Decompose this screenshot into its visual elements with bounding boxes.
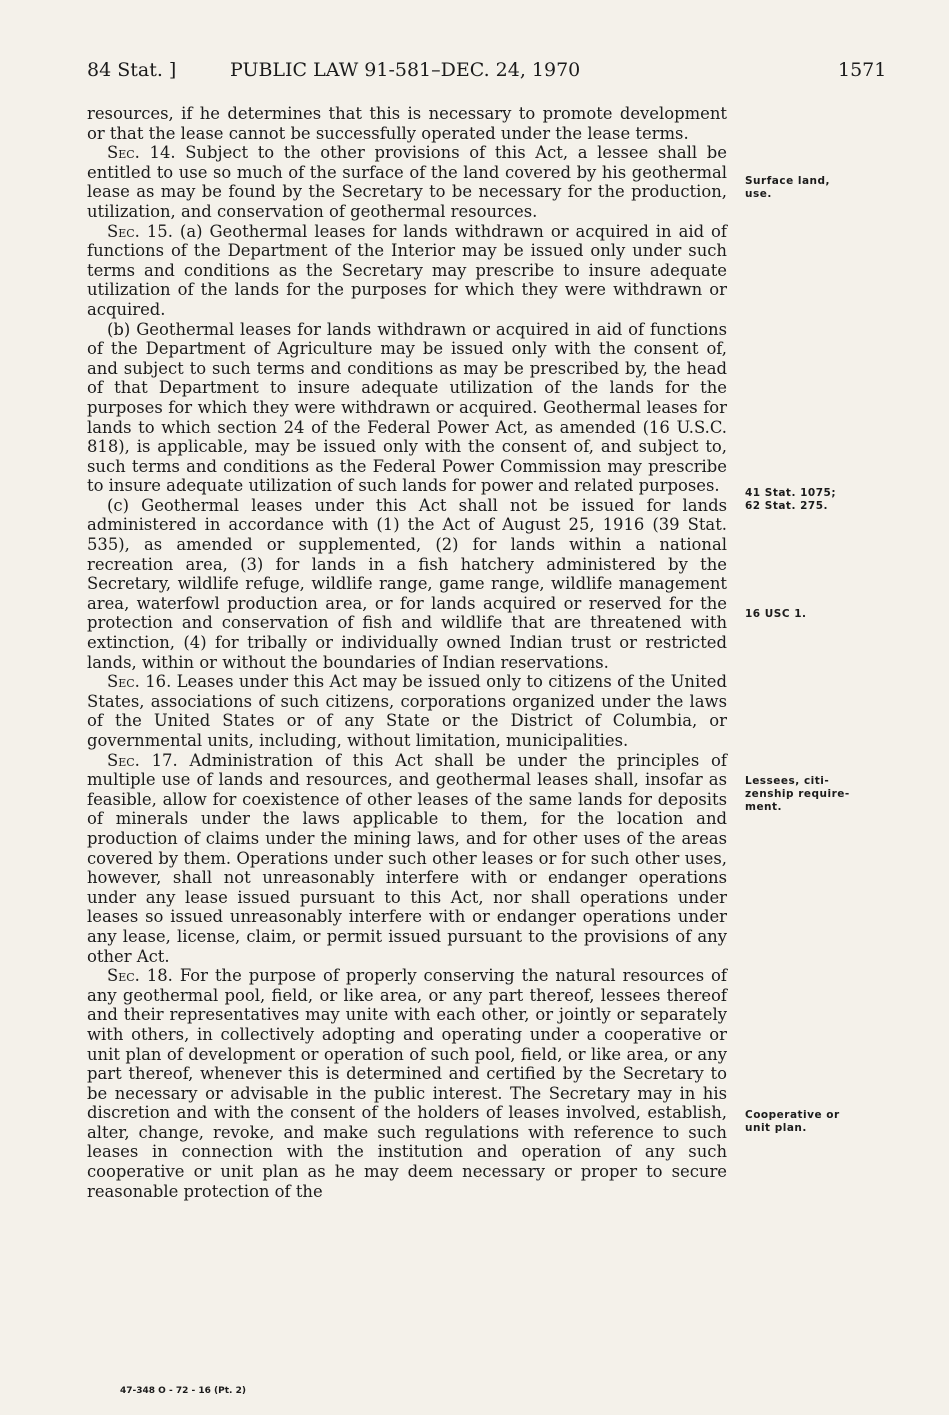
paragraph-sec-16: [87, 672, 727, 750]
margin-note-line: Cooperative or: [745, 1109, 840, 1121]
paragraph-text: (c) Geothermal leases under this Act shall not be issued for lands administered in accordance with (1) the Act of August 25, 1916 (39 Stat. 535), as amended or supplemented, (2) for lands within a national recreation area, (3) for lands in a fish hatchery administered by the Secretary, wildlife refuge, wildlife range, game range, wildlife management area, waterfowl production area, or for lands acquired or reserved for the protection and conservation of fish and wildlife that are threatened with extinction, (4) for tribally or individually owned Indian trust or restricted lands, within or without the boundaries of Indian reservations.: [87, 495, 727, 672]
margin-note-line: 41 Stat. 1075;: [745, 487, 837, 499]
page-number: 1571: [838, 59, 887, 81]
margin-note-surface-land: [745, 175, 885, 201]
margin-note-lessees: [745, 775, 885, 814]
section-number: Sec. 15.: [107, 221, 173, 241]
margin-note-line: Lessees, citi-: [745, 775, 830, 787]
running-head-title: PUBLIC LAW 91-581–DEC. 24, 1970: [230, 59, 581, 81]
margin-note-usc: [745, 608, 885, 621]
margin-note-line: Surface land,: [745, 175, 831, 187]
print-footer: 47-348 O - 72 - 16 (Pt. 2): [120, 1386, 246, 1396]
section-number: Sec. 17.: [107, 750, 178, 770]
paragraph-sec-18: [87, 966, 727, 1201]
paragraph-sec-14: [87, 143, 727, 221]
paragraph-text: Subject to the other provisions of this Act, a lessee shall be entitled to use so much of the surface of the land covered by his geothermal lease as may be found by the Secretary to be necessary for the production, utilization, and conservation of geothermal resources.: [87, 143, 727, 221]
margin-note-line: unit plan.: [745, 1122, 807, 1134]
margin-note-line: zenship require-: [745, 788, 850, 800]
running-head-stat: 84 Stat. ]: [87, 59, 177, 81]
paragraph-sec-15a: [87, 222, 727, 320]
margin-note-stat-citation: [745, 487, 885, 513]
paragraph-text: (a) Geothermal leases for lands withdrawn or acquired in aid of functions of the Department of the Interior may be issued only under such terms and conditions as the Secretary may prescribe to insure adequate utilization of the lands for the purposes for which they were withdrawn or acquired.: [87, 221, 727, 319]
paragraph-sec-15c: [87, 496, 727, 672]
paragraph-text: For the purpose of properly conserving the natural resources of any geothermal pool, field, or like area, or any part thereof, lessees thereof and their representatives may unite with each other, or jointly or separately with others, in collectively adopting and operating under a cooperative or unit plan of development or operation of such pool, field, or like area, or any part thereof, whenever this is determined and certified by the Secretary to be necessary or advisable in the public interest. The Secretary may in his discretion and with the consent of the holders of leases involved, establish, alter, change, revoke, and make such regulations with reference to such leases in connection with the institution and operation of any such cooperative or unit plan as he may deem necessary or proper to secure reasonable protection of the: [87, 966, 727, 1201]
margin-note-line: ment.: [745, 801, 783, 813]
section-number: Sec. 18.: [107, 966, 173, 986]
paragraph-sec-15b: [87, 320, 727, 496]
paragraph-text: Leases under this Act may be issued only to citizens of the United States, associations of such citizens, corporations organized under the laws of the United States or of any State or the District of Columbia, or governmental units, including, without limitation, municipalities.: [87, 672, 727, 750]
section-number: Sec. 16.: [107, 672, 172, 692]
paragraph-text: (b) Geothermal leases for lands withdrawn or acquired in aid of functions of the Department of Agriculture may be issued only with the consent of, and subject to such terms and conditions as may be prescribed by, the head of that Department to insure adequate utilization of the lands for the purposes for which they were withdrawn or acquired. Geothermal leases for lands to which section 24 of the Federal Power Act, as amended (16 U.S.C. 818), is applicable, may be issued only with the consent of, and subject to, such terms and conditions as the Federal Power Commission may prescribe to insure adequate utilization of such lands for power and related purposes.: [87, 319, 727, 496]
paragraph-continuation: [87, 104, 727, 143]
paragraph-text: Administration of this Act shall be under the principles of multiple use of lands and resources, and geothermal leases shall, insofar as feasible, allow for coexistence of other leases of the same lands for deposits of minerals under the laws applicable to them, for the location and production of claims under the mining laws, and for other uses of the areas covered by them. Operations under such other leases or for such other uses, however, shall not unreasonably interfere with or endanger operations under any lease issued pursuant to this Act, nor shall operations under leases so issued unreasonably interfere with or endanger operations under any lease, license, claim, or permit issued pursuant to the provisions of any other Act.: [87, 750, 727, 966]
margin-note-line: 62 Stat. 275.: [745, 500, 829, 512]
body-text: [87, 104, 727, 1201]
section-number: Sec. 14.: [107, 143, 176, 163]
paragraph-sec-17: [87, 751, 727, 967]
paragraph-text: resources, if he determines that this is necessary to promote development or that the lease cannot be successfully operated under the lease terms.: [87, 104, 727, 143]
margin-note-cooperative: [745, 1109, 885, 1135]
margin-note-line: 16 USC 1.: [745, 608, 807, 620]
margin-note-line: use.: [745, 188, 772, 200]
